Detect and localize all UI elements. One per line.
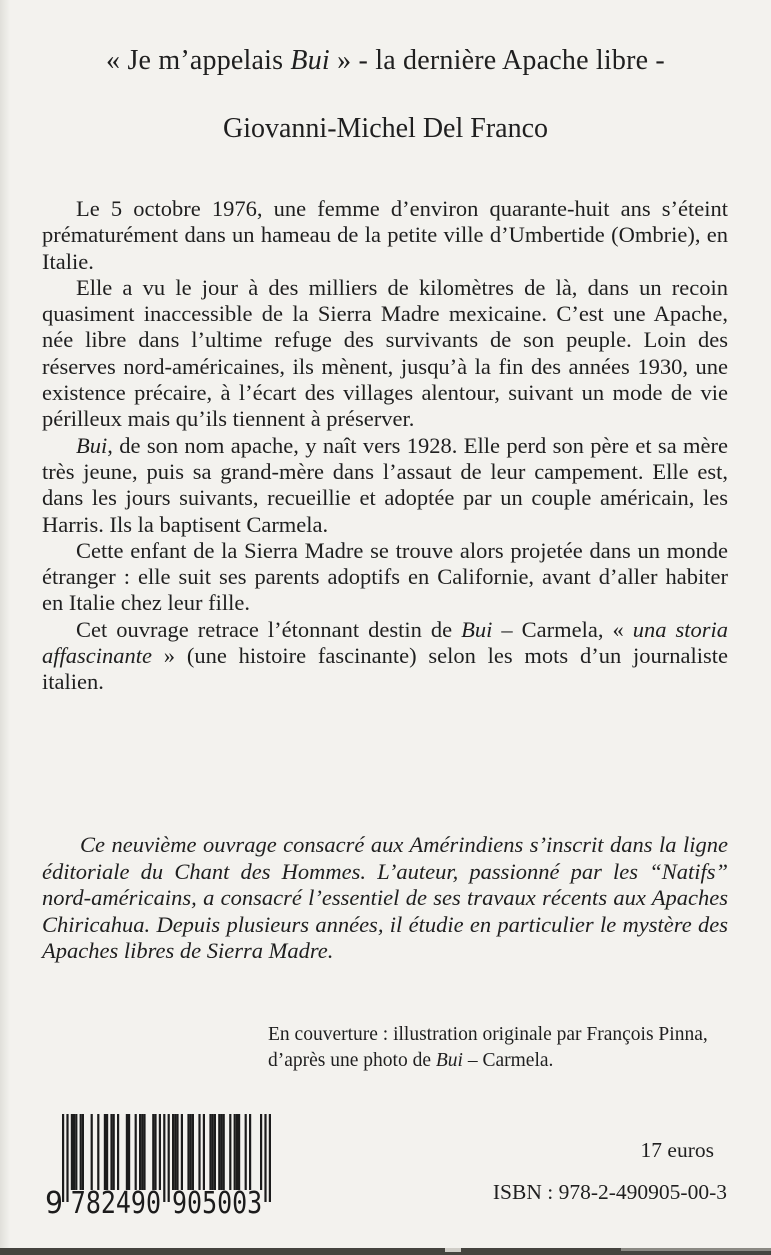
italian-quote-italic: una storia affascinante [42, 616, 729, 669]
cover-credit-line-1: En couverture : illustration originale par François Pinna, [268, 1024, 708, 1045]
synopsis-paragraph-2 [42, 275, 728, 433]
synopsis [42, 196, 728, 696]
author-name: Giovanni-Michel Del Franco [222, 113, 549, 144]
synopsis-paragraph-5 [42, 617, 728, 696]
synopsis-paragraph-5-text-a: Cet ouvrage retrace l’étonnant destin de [76, 616, 462, 642]
synopsis-paragraph-1-text: Le 5 octobre 1976, une femme d’environ quarante-huit ans s’éteint prématurément dans un hameau de la petite ville d’Umbertide (Ombrie), en Italie. [42, 196, 728, 274]
cover-credit-line-2 [268, 1048, 708, 1074]
bui-name-italic: Bui [461, 616, 493, 642]
synopsis-paragraph-5-text-e: » (une histoire fascinante) selon les mots d’un journaliste italien. [42, 643, 728, 695]
scan-edge-right [621, 1248, 771, 1251]
svg-text:782490: 782490 [70, 1186, 161, 1216]
title-prefix: « Je m’appelais [106, 45, 291, 76]
scan-left-shade [0, 0, 10, 1255]
synopsis-paragraph-1 [42, 196, 728, 275]
synopsis-paragraph-4 [42, 538, 728, 617]
title-italic-name: Bui [290, 45, 330, 76]
publisher-note: Ce neuvième ouvrage consacré aux Amérindiens s’inscrit dans la ligne éditoriale du Chant des Hommes. L’auteur, passionné par les “Natifs” nord-américains, a consacré l’essentiel de ses travaux récents aux Apaches Chiricahua. Depuis plusieurs années, il étudie en particulier le mystère des Apaches libres de Sierra Madre. [42, 832, 728, 964]
svg-text:9: 9 [45, 1186, 64, 1216]
cover-credit-line-2-text-c: – Carmela. [462, 1050, 554, 1071]
book-title [0, 45, 771, 77]
bui-name-italic: Bui [435, 1050, 463, 1071]
cover-credit [268, 1022, 708, 1074]
bui-name-italic: Bui [76, 432, 108, 458]
synopsis-paragraph-5-text-c: – Carmela, « [492, 616, 633, 642]
synopsis-paragraph-4-text: Cette enfant de la Sierra Madre se trouve alors projetée dans un monde étranger : elle suit ses parents adoptifs en Californie, avant d’aller habiter en Italie chez leur fille. [42, 537, 728, 616]
synopsis-paragraph-2-text: Elle a vu le jour à des milliers de kilomètres de là, dans un recoin quasiment inaccessible de la Sierra Madre mexicaine. C’est une Apache, née libre dans l’ultime refuge des survivants de son peuple. Loin des réserves nord-américaines, ils mènent, jusqu’à la fin des années 1930, une existence précaire, à l’écart des villages alentour, suivant un mode de vie périlleux mais qu’ils tiennent à préserver. [42, 274, 728, 432]
synopsis-paragraph-3 [42, 433, 728, 538]
scan-bottom-edge [0, 1248, 771, 1255]
ean13-barcode [45, 1114, 295, 1216]
isbn: ISBN : 978-2-490905-00-3 [492, 1180, 727, 1204]
scan-edge-notch [445, 1248, 461, 1252]
cover-credit-line-2-text-a: d’après une photo de [268, 1050, 436, 1071]
price: 17 euros [640, 1138, 714, 1162]
svg-text:905003: 905003 [172, 1186, 263, 1216]
barcode-bars [45, 1114, 295, 1216]
title-suffix: » - la dernière Apache libre - [329, 45, 665, 76]
synopsis-paragraph-3-text: , de son nom apache, y naît vers 1928. Elle perd son père et sa mère très jeune, puis sa grand-mère dans l’assaut de leur campement. Elle est, dans les jours suivants, recueillie et adoptée par un couple américain, les Harris. Ils la baptisent Carmela. [42, 432, 728, 537]
